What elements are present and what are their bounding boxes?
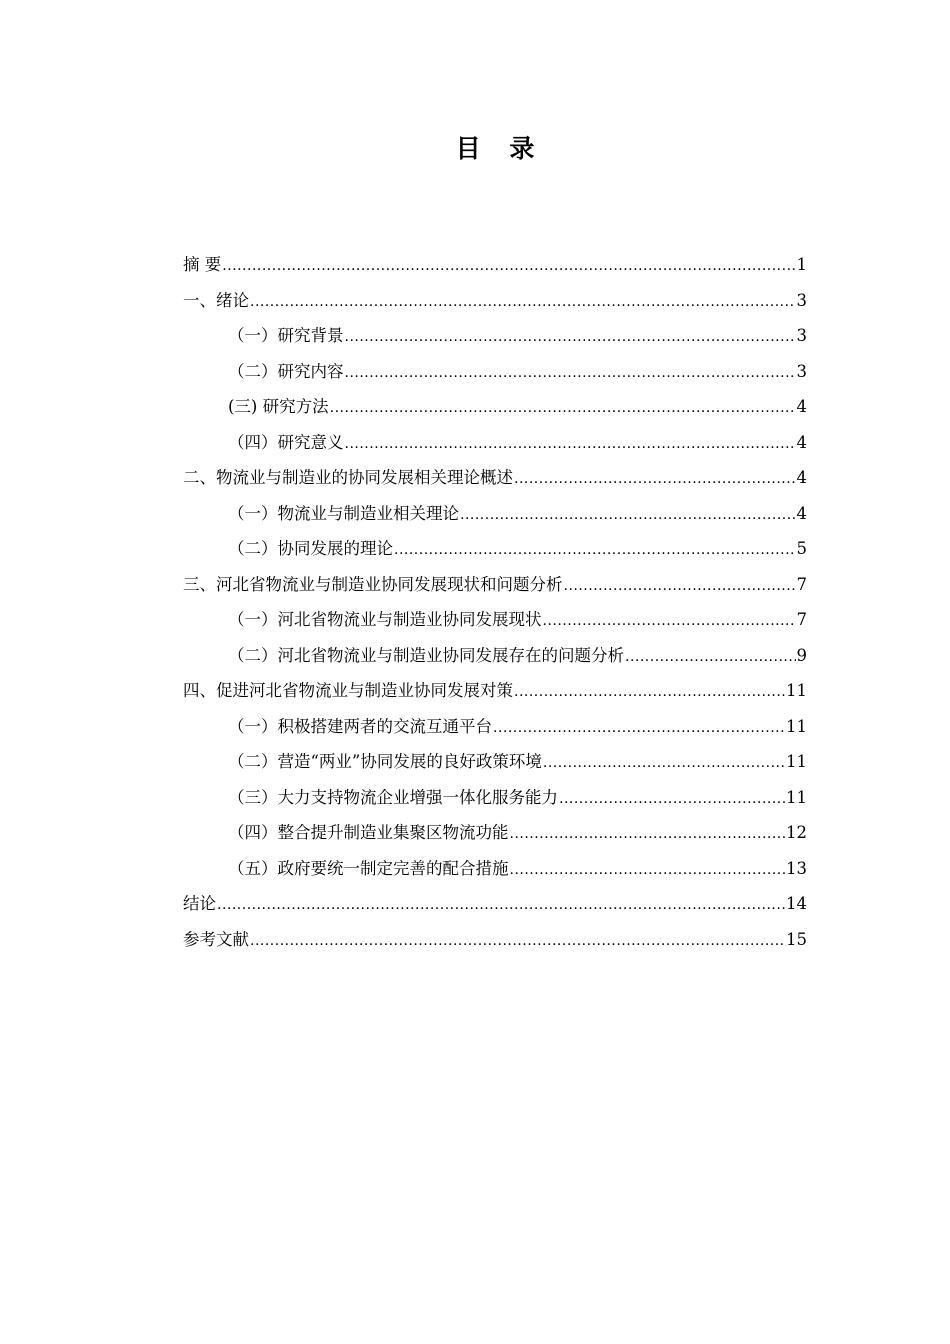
toc-entry-section-4-3[interactable] — [183, 783, 807, 819]
toc-page-number: 4 — [796, 503, 807, 523]
toc-dot-leader — [564, 571, 796, 601]
toc-dot-leader — [543, 606, 796, 636]
toc-page-number: 7 — [796, 574, 807, 594]
toc-entry-section-1-4[interactable] — [183, 428, 807, 464]
toc-dot-leader — [330, 393, 796, 423]
toc-entry-text: 二、物流业与制造业的协同发展相关理论概述 — [183, 468, 513, 487]
toc-entry-section-4-2[interactable] — [183, 747, 807, 783]
toc-entry-section-4-1[interactable] — [183, 712, 807, 748]
toc-entry-text: （二）河北省物流业与制造业协同发展存在的问题分析 — [228, 645, 624, 665]
toc-entry-section-4-5[interactable] — [183, 854, 807, 890]
toc-entry-text: 参考文献 — [183, 929, 249, 949]
toc-page-number: 4 — [796, 397, 807, 416]
toc-page-number: 9 — [796, 645, 807, 665]
toc-dot-leader — [493, 713, 785, 743]
toc-dot-leader — [250, 926, 785, 956]
toc-dot-leader — [543, 748, 785, 778]
toc-entry-text: 一、绪论 — [183, 290, 249, 310]
toc-dot-leader — [222, 251, 795, 281]
toc-dot-leader — [514, 677, 785, 707]
toc-entry-text: 三、河北省物流业与制造业协同发展现状和问题分析 — [183, 574, 563, 594]
toc-entry-text: （二）营造“两业”协同发展的良好政策环境 — [228, 752, 542, 771]
toc-entry-text: （一）物流业与制造业相关理论 — [228, 503, 459, 523]
toc-page-number: 4 — [796, 432, 807, 452]
toc-entry-text: 结论 — [183, 894, 216, 913]
toc-entry-chapter-3[interactable] — [183, 570, 807, 606]
toc-dot-leader — [510, 819, 786, 849]
toc-page-number: 11 — [786, 681, 807, 700]
toc-page-number: 11 — [786, 752, 807, 771]
toc-dot-leader — [217, 890, 785, 920]
toc-entry-text: （一）积极搭建两者的交流互通平台 — [228, 716, 492, 736]
toc-entry-text: （三）大力支持物流企业增强一体化服务能力 — [228, 787, 558, 807]
toc-list — [183, 250, 807, 960]
toc-dot-leader — [460, 500, 796, 530]
toc-entry-section-3-2[interactable] — [183, 641, 807, 677]
toc-dot-leader — [345, 322, 796, 352]
toc-entry-section-2-2[interactable] — [183, 534, 807, 570]
toc-page-number: 5 — [796, 539, 807, 558]
toc-entry-text: （二）协同发展的理论 — [228, 539, 393, 558]
toc-dot-leader — [394, 535, 796, 565]
toc-entry-text: （五）政府要统一制定完善的配合措施 — [228, 858, 509, 878]
toc-entry-section-1-1[interactable] — [183, 321, 807, 357]
toc-dot-leader — [559, 784, 785, 814]
toc-page-number: 12 — [786, 823, 807, 842]
toc-page-number: 7 — [796, 610, 807, 629]
toc-entry-text: （四）整合提升制造业集聚区物流功能 — [228, 823, 509, 842]
toc-entry-text: 四、促进河北省物流业与制造业协同发展对策 — [183, 681, 513, 700]
toc-entry-text: （二）研究内容 — [228, 361, 344, 381]
toc-dot-leader — [345, 358, 796, 388]
toc-entry-section-2-1[interactable] — [183, 499, 807, 535]
toc-page-number: 3 — [796, 290, 807, 310]
toc-entry-section-1-3[interactable] — [183, 392, 807, 428]
toc-entry-abstract[interactable] — [183, 250, 807, 286]
toc-title: 目 录 — [455, 134, 545, 163]
toc-page-number: 3 — [796, 361, 807, 381]
toc-dot-leader — [514, 464, 796, 494]
toc-page-number: 1 — [796, 255, 807, 274]
toc-entry-conclusion[interactable] — [183, 889, 807, 925]
toc-entry-text: (三) 研究方法 — [228, 397, 329, 416]
toc-page-number: 13 — [786, 858, 807, 878]
toc-entry-text: （一）研究背景 — [228, 326, 344, 345]
toc-entry-text: 摘 要 — [183, 255, 222, 274]
toc-entry-chapter-2[interactable] — [183, 463, 807, 499]
toc-page-number: 15 — [786, 929, 807, 949]
toc-page-number: 3 — [796, 326, 807, 345]
toc-page-number: 11 — [786, 787, 807, 807]
toc-page-number: 14 — [786, 894, 807, 913]
toc-dot-leader — [625, 642, 796, 672]
toc-dot-leader — [345, 429, 796, 459]
toc-entry-text: （四）研究意义 — [228, 432, 344, 452]
toc-page-number: 11 — [786, 716, 807, 736]
toc-entry-text: （一）河北省物流业与制造业协同发展现状 — [228, 610, 542, 629]
toc-entry-references[interactable] — [183, 925, 807, 961]
toc-entry-chapter-1[interactable] — [183, 286, 807, 322]
toc-dot-leader — [510, 855, 786, 885]
toc-dot-leader — [250, 287, 796, 317]
toc-page-number: 4 — [796, 468, 807, 487]
toc-entry-section-4-4[interactable] — [183, 818, 807, 854]
toc-entry-section-3-1[interactable] — [183, 605, 807, 641]
toc-entry-chapter-4[interactable] — [183, 676, 807, 712]
toc-entry-section-1-2[interactable] — [183, 357, 807, 393]
